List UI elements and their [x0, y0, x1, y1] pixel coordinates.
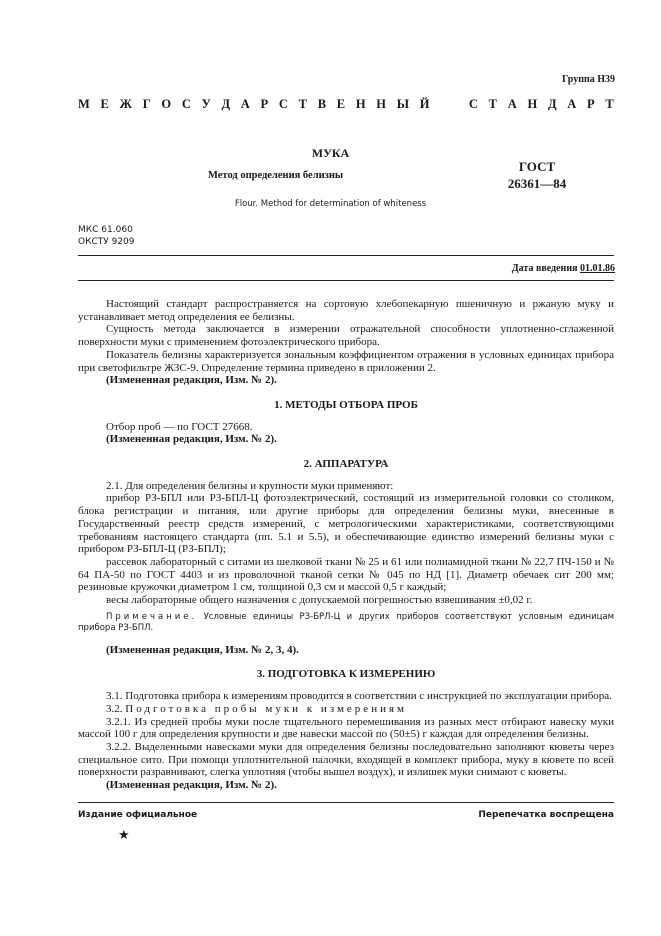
banner-letter: Ы: [396, 97, 410, 111]
section-3-heading: 3. ПОДГОТОВКА К ИЗМЕРЕНИЮ: [256, 668, 436, 681]
intro-paragraph-2: Сущность метода заключается в измерении отражательной способности уплотненно-сглаженной поверхности муки с применением фотоэлектрического прибора.: [78, 323, 614, 349]
banner-letter: Д: [547, 97, 557, 111]
banner-letter: Н: [527, 97, 538, 111]
gost-label: ГОСТ: [518, 159, 556, 174]
english-title: Flour. Method for determination of whiteness: [234, 199, 427, 209]
section-3-paragraph-4: 3.2.2. Выделенными навесками муки для определения белизны последовательно заполняют кюветы через специальное сито. При помощи уплотнительной палочки, входящей в комплект прибора, муку в кювете по всей поверхности разравнивают, слегка уплотняя (чтобы вышел воздух), и излишек муки снимают с кюветы.: [78, 740, 614, 779]
banner-letter: Р: [260, 97, 269, 111]
section-2-note: [78, 612, 614, 634]
banner-letter: Ж: [119, 97, 132, 111]
section-2-paragraph-2: прибор РЗ-БПЛ или РЗ-БПЛ-Ц фотоэлектрический, состоящий из измерительной головки со столиком, блока регистрации и питания, или другие приборы для определения белизны муки, внесенные в Государственный реестр средств измерений, с метрологическими характеристиками, соответствующими требованиям настоящего стандарта (пп. 5.1 и 5.5), и обеспечивающие единство измерений белизны муки с прибором РЗ-БПЛ-Ц (РЗ-БПЛ);: [78, 492, 614, 556]
note-label: Примечание.: [106, 611, 198, 622]
banner-letter: Т: [605, 97, 614, 111]
footer-divider: [78, 802, 614, 803]
subsection-number: 3.2.: [106, 702, 123, 715]
section-2-paragraph-4: весы лабораторные общего назначения с допускаемой погрешностью взвешивания ±0,02 г.: [106, 594, 533, 607]
banner-letter: Н: [355, 97, 366, 111]
group-code: Группа Н39: [562, 74, 615, 85]
section-3-paragraph-1: 3.1. Подготовка прибора к измерениям проводится в соответствии с инструкцией по эксплуатации прибора.: [106, 690, 612, 703]
banner-letter: М: [78, 97, 90, 111]
section-1-edit-note: (Измененная редакция, Изм. № 2).: [106, 433, 277, 446]
note-text: Условные единицы РЗ-БРЛ-Ц и других приборов соответствуют условным единицам прибора РЗ-БПЛ.: [78, 611, 615, 633]
reprint-prohibited-label: Перепечатка воспрещена: [478, 810, 614, 820]
banner-letter: Р: [587, 97, 595, 111]
intro-edit-note: (Измененная редакция, Изм. № 2).: [106, 374, 277, 387]
section-2-paragraph-3: рассевок лабораторный с ситами из шелковой ткани № 25 и 61 или полиамидной ткани № 22,7 ПЧ-150 и № 64 ПА-50 по ГОСТ 4403 и из проволочной тканой сетки № 045 по НД [1]. Диаметр обечаек сит 200 мм; резиновые кружочки диаметром 1 см, толщиной 0,3 см и массой 0,5 г каждый;: [78, 555, 614, 594]
intro-paragraph-1: Настоящий стандарт распространяется на сортовую хлебопекарную пшеничную и ржаную муку и устанавливает метод определения ее белизны.: [78, 298, 614, 323]
subsection-title: Подготовка пробы муки к измерениям: [125, 702, 407, 715]
banner-letter: Д: [221, 97, 231, 111]
banner-letter: Й: [419, 97, 430, 111]
banner-letter: У: [201, 97, 211, 111]
section-3-paragraph-2: [78, 703, 614, 716]
banner-letter: Т: [298, 97, 307, 111]
banner-letter: Е: [100, 97, 109, 111]
banner-letter: О: [161, 97, 172, 111]
banner-letter: Е: [336, 97, 346, 111]
header-divider: [78, 255, 614, 256]
footer: [78, 810, 614, 820]
banner-letter: С: [181, 97, 191, 111]
banner-letter: С: [468, 97, 478, 111]
date-value: 01.01.86: [580, 263, 615, 274]
interstate-standard-banner: [78, 97, 614, 112]
document-title: МУКА: [311, 146, 350, 160]
intro-paragraph-3: Показатель белизны характеризуется зональным коэффициентом отражения в условных единицах прибора при светофильтре ЖЗС-9. Определение термина приведено в приложении 2.: [78, 348, 614, 374]
gost-number: 26361—84: [507, 176, 567, 191]
section-3-edit-note: (Измененная редакция, Изм. № 2).: [106, 779, 277, 792]
section-3-paragraph-3: 3.2.1. Из средней пробы муки после тщательного перемешивания из разных мест отбирают навеску муки массой 100 г для определения крупности и две навески массой по (50±5) г каждая для определения белизны.: [78, 715, 614, 741]
date-divider: [78, 280, 614, 281]
banner-letter: А: [240, 97, 250, 111]
classification-codes: [78, 224, 135, 248]
banner-word-gap: [440, 97, 458, 112]
banner-letter: Н: [376, 97, 387, 111]
section-1-heading: 1. МЕТОДЫ ОТБОРА ПРОБ: [274, 398, 418, 411]
section-2-paragraph-1: 2.1. Для определения белизны и крупности муки применяют:: [106, 479, 394, 492]
document-body: [78, 298, 614, 792]
gost-designation: [487, 158, 587, 192]
section-2-heading: 2. АППАРАТУРА: [303, 458, 389, 471]
banner-letter: В: [317, 97, 327, 111]
document-subtitle: Метод определения белизны: [208, 170, 344, 181]
section-1-text: Отбор проб — по ГОСТ 27668.: [106, 420, 253, 433]
effective-date: [512, 263, 615, 274]
mks-code: МКС 61.060: [78, 225, 133, 235]
star-icon: ★: [118, 827, 130, 842]
okstu-code: ОКСТУ 9209: [78, 237, 135, 247]
banner-letter: Г: [142, 97, 151, 111]
banner-letter: С: [278, 97, 288, 111]
official-edition-label: Издание официальное: [78, 810, 198, 820]
section-2-edit-note: (Измененная редакция, Изм. № 2, 3, 4).: [106, 643, 299, 656]
banner-letter: А: [507, 97, 517, 111]
banner-letter: А: [567, 97, 577, 111]
banner-letter: Т: [488, 97, 498, 111]
date-label: Дата введения: [511, 263, 578, 274]
